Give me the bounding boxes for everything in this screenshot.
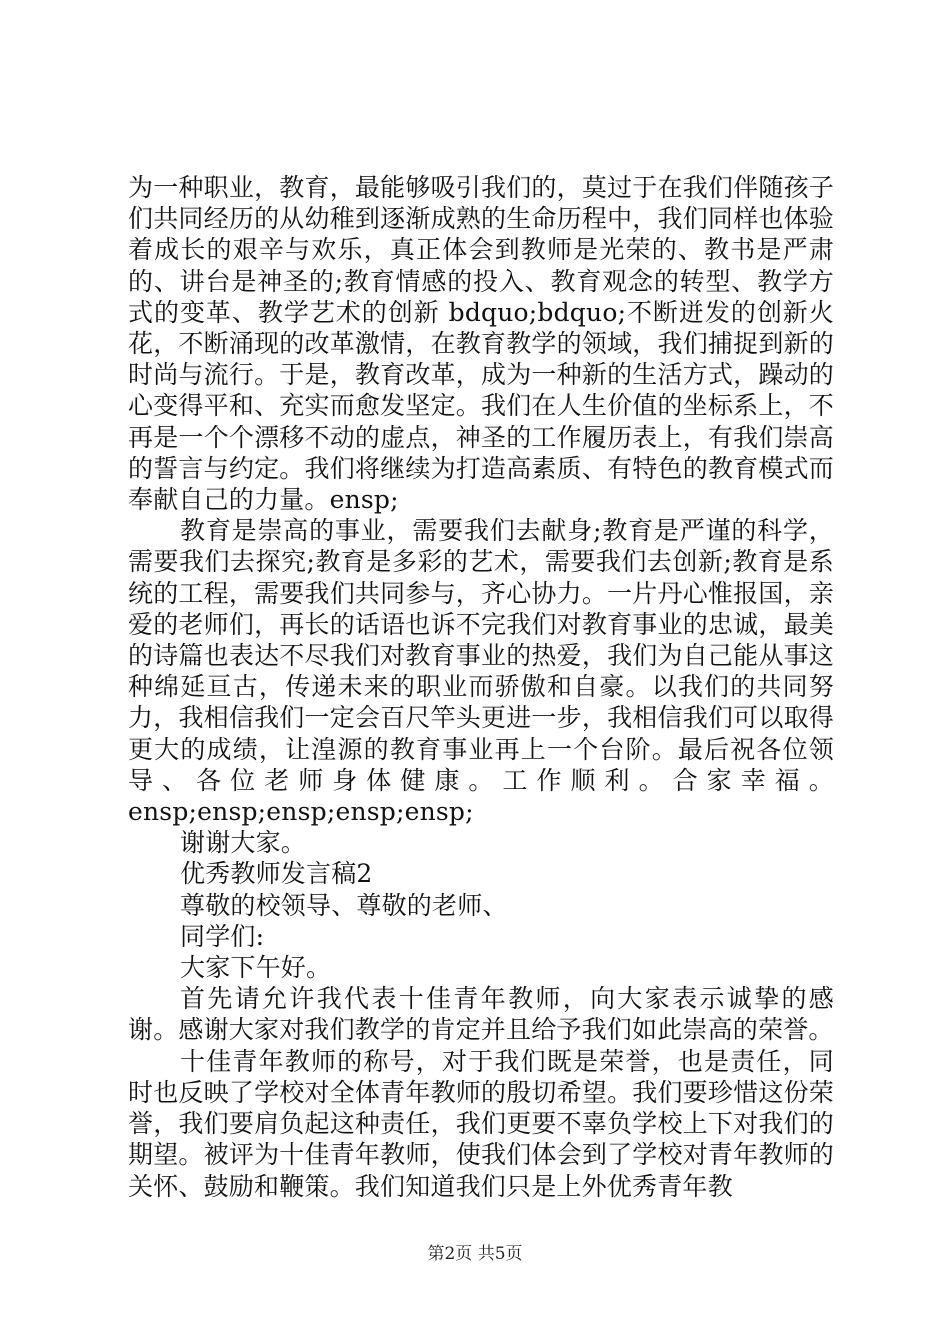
paragraph-3: 谢谢大家。 [180,828,307,858]
paragraph-1: 为一种职业，教育，最能够吸引我们的，莫过于在我们伴随孩子们共同经历的从幼稚到逐渐成熟的生命历程中，我们同样也体验着成长的艰辛与欢乐，真正体会到教师是光荣的、教书是严肃的、讲台是神圣的;教育情感的投入、教育观念的转型、教学方式的变革、教学艺术的创新 bdquo;bdquo;不断迸发的创新火花，不断涌现的改革激情，在教育教学的领域，我们捕捉到新的时尚与流行。于是，教育改革，成为一种新的生活方式，躁动的心变得平和、充实而愈发坚定。我们在人生价值的坐标系上，不再是一个个漂移不动的虚点，神圣的工作履历表上，有我们崇高的誓言与约定。我们将继续为打造高素质、有特色的教育模式而奉献自己的力量。ensp; [128,173,834,515]
paragraph-9: 十佳青年教师的称号，对于我们既是荣誉，也是责任，同时也反映了学校对全体青年教师的殷切希望。我们要珍惜这份荣誉，我们要肩负起这种责任，我们更要不辜负学校上下对我们的期望。被评为十佳青年教师，使我们体会到了学校对青年教师的关怀、鼓励和鞭策。我们知道我们只是上外优秀青年教 [128,1046,834,1201]
page-number-footer: 第2页 共5页 [427,1244,523,1264]
document-body [128,172,834,1202]
salutation-line-1: 尊敬的校领导、尊敬的老师、 [180,890,508,920]
greeting-line: 大家下午好。 [180,953,332,983]
paragraph-8: 首先请允许我代表十佳青年教师，向大家表示诚挚的感谢。感谢大家对我们教学的肯定并且给予我们如此崇高的荣誉。 [128,984,834,1045]
section-heading: 优秀教师发言稿2 [180,859,373,889]
paragraph-2: 教育是崇高的事业，需要我们去献身;教育是严谨的科学，需要我们去探究;教育是多彩的艺术，需要我们去创新;教育是系统的工程，需要我们共同参与，齐心协力。一片丹心惟报国，亲爱的老师们，再长的话语也诉不完我们对教育事业的忠诚，最美的诗篇也表达不尽我们对教育事业的热爱，我们为自己能从事这种绵延亘古，传递未来的职业而骄傲和自豪。以我们的共同努力，我相信我们一定会百尺竿头更进一步，我相信我们可以取得更大的成绩，让湟源的教育事业再上一个台阶。最后祝各位领导、各位老师身体健康。工作顺利。合家幸福。ensp;ensp;ensp;ensp;ensp; [128,516,834,827]
salutation-line-2: 同学们: [180,921,265,951]
